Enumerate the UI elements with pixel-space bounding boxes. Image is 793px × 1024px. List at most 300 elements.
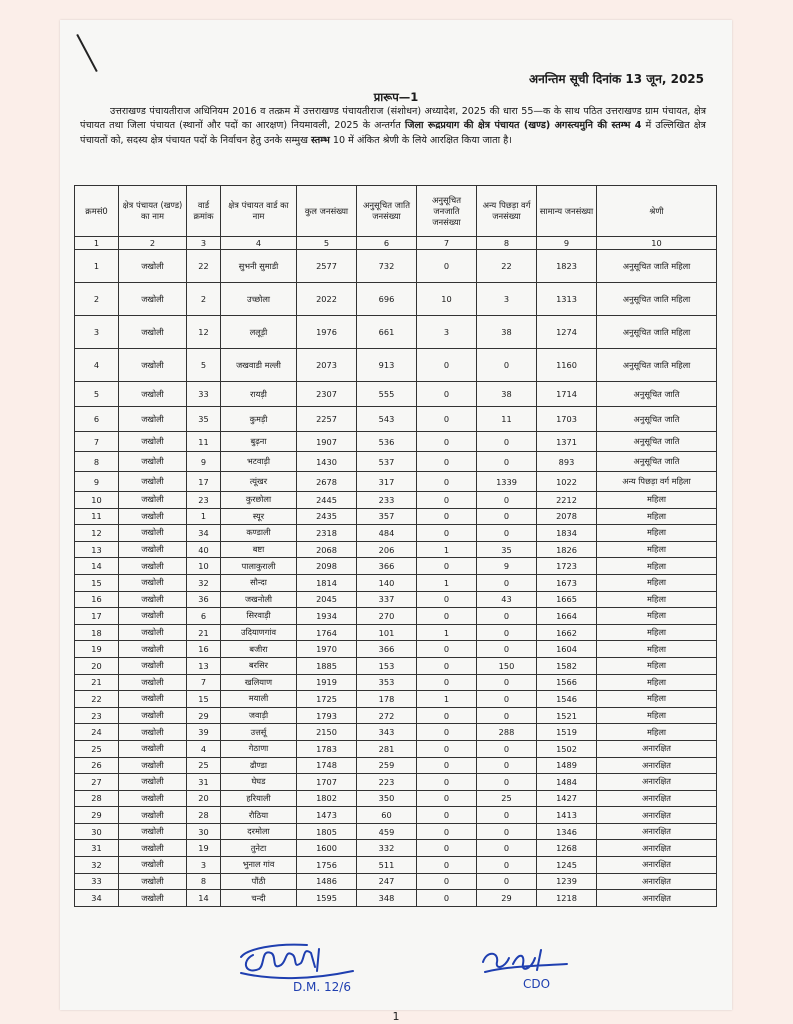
table-cell: 14 — [75, 558, 119, 575]
table-cell: जखोली — [119, 472, 187, 492]
table-cell: जखोली — [119, 840, 187, 857]
table-cell: 101 — [357, 624, 417, 641]
table-cell: 1546 — [537, 691, 597, 708]
table-cell: भुनाल गांव — [221, 857, 297, 874]
col-header: कुल जनसंख्या — [297, 186, 357, 237]
col-header: क्षेत्र पंचायत वार्ड का नाम — [221, 186, 297, 237]
table-cell: 29 — [75, 807, 119, 824]
table-cell: 6 — [75, 407, 119, 432]
table-cell: 150 — [477, 657, 537, 674]
table-row — [75, 691, 717, 708]
table-cell: 25 — [75, 740, 119, 757]
table-cell: अनारक्षित — [597, 790, 717, 807]
table-cell: जखोली — [119, 691, 187, 708]
table-cell: 35 — [187, 407, 221, 432]
table-cell: बुढ़ना — [221, 432, 297, 452]
signature-cdo — [475, 940, 585, 995]
table-cell: 0 — [417, 774, 477, 791]
table-cell: 33 — [75, 873, 119, 890]
table-cell: 1826 — [537, 541, 597, 558]
column-number-row — [75, 237, 717, 250]
table-header-row — [75, 186, 717, 237]
table-cell: 357 — [357, 508, 417, 525]
table-cell: 21 — [187, 624, 221, 641]
table-cell: 511 — [357, 857, 417, 874]
table-cell: 31 — [75, 840, 119, 857]
table-cell: कण्डाली — [221, 525, 297, 542]
table-cell: जखोली — [119, 452, 187, 472]
table-cell: 7 — [75, 432, 119, 452]
table-cell: महिला — [597, 641, 717, 658]
table-cell: 7 — [187, 674, 221, 691]
table-cell: 1566 — [537, 674, 597, 691]
table-cell: 0 — [477, 508, 537, 525]
table-cell: भटवाड़ी — [221, 452, 297, 472]
table-cell: 0 — [477, 873, 537, 890]
table-cell: 33 — [187, 382, 221, 407]
table-cell: 1427 — [537, 790, 597, 807]
table-cell: 35 — [477, 541, 537, 558]
table-cell: जखोली — [119, 558, 187, 575]
table-row — [75, 591, 717, 608]
table-cell: अनारक्षित — [597, 740, 717, 757]
table-cell: 0 — [477, 492, 537, 509]
table-cell: 0 — [417, 790, 477, 807]
col-header: सामान्य जनसंख्या — [537, 186, 597, 237]
table-row — [75, 641, 717, 658]
table-cell: 1413 — [537, 807, 597, 824]
table-cell: 2078 — [537, 508, 597, 525]
table-cell: 1339 — [477, 472, 537, 492]
table-cell: 15 — [187, 691, 221, 708]
table-cell: बष्टा — [221, 541, 297, 558]
table-cell: 0 — [477, 608, 537, 625]
table-cell: 1274 — [537, 316, 597, 349]
table-cell: 11 — [477, 407, 537, 432]
table-cell: 19 — [187, 840, 221, 857]
table-cell: 459 — [357, 823, 417, 840]
table-cell: सौन्दा — [221, 574, 297, 591]
table-cell: 24 — [75, 724, 119, 741]
page-number: 1 — [392, 1010, 400, 1023]
signature-cdo-note: CDO — [523, 977, 551, 991]
table-cell: 1665 — [537, 591, 597, 608]
table-cell: 0 — [477, 624, 537, 641]
reservation-table — [74, 185, 717, 907]
table-cell: स्यूर — [221, 508, 297, 525]
table-cell: 10 — [417, 283, 477, 316]
table-cell: 0 — [477, 674, 537, 691]
table-cell: 8 — [75, 452, 119, 472]
table-cell: 22 — [75, 691, 119, 708]
table-cell: 34 — [75, 890, 119, 907]
table-cell: 732 — [357, 250, 417, 283]
table-cell: 1934 — [297, 608, 357, 625]
table-cell: उच्छोला — [221, 283, 297, 316]
intro-text-1: उत्तराखण्ड पंचायतीराज अधिनियम 2016 व तत्क्रम में उत्तराखण्ड पंचायतीराज (संशोधन) अध्यादेश, 2025 की धारा 55—क के साथ पठित उत्तराखण्ड ग्राम पंचायत, क्षेत्र पंचायत तथा जिला पंचायत (स्थानों और पदों का आरक्षण) नियमावली, 2025 के अन्तर्गत — [80, 106, 706, 132]
table-cell: 2212 — [537, 492, 597, 509]
table-cell: 696 — [357, 283, 417, 316]
table-cell: 1371 — [537, 432, 597, 452]
table-cell: 2098 — [297, 558, 357, 575]
table-cell: 0 — [417, 608, 477, 625]
table-row — [75, 857, 717, 874]
table-cell: 270 — [357, 608, 417, 625]
table-cell: 10 — [187, 558, 221, 575]
table-cell: महिला — [597, 558, 717, 575]
table-cell: अनारक्षित — [597, 823, 717, 840]
table-cell: 223 — [357, 774, 417, 791]
table-cell: 1600 — [297, 840, 357, 857]
table-cell: अन्य पिछड़ा वर्ग महिला — [597, 472, 717, 492]
table-cell: 2318 — [297, 525, 357, 542]
table-cell: 14 — [187, 890, 221, 907]
table-cell: 38 — [477, 316, 537, 349]
table-cell: 366 — [357, 641, 417, 658]
table-cell: 0 — [477, 707, 537, 724]
table-cell: जखोली — [119, 774, 187, 791]
table-cell: 1919 — [297, 674, 357, 691]
table-cell: अनुसूचित जाति महिला — [597, 250, 717, 283]
table-cell: 29 — [477, 890, 537, 907]
table-cell: 1022 — [537, 472, 597, 492]
table-cell: महिला — [597, 657, 717, 674]
table-cell: महिला — [597, 707, 717, 724]
table-row — [75, 349, 717, 382]
col-number: 4 — [221, 237, 297, 250]
table-cell: 13 — [75, 541, 119, 558]
table-cell: जखोली — [119, 591, 187, 608]
table-cell: 39 — [187, 724, 221, 741]
col-header: अनुसूचित जनजाति जनसंख्या — [417, 186, 477, 237]
table-cell: 5 — [75, 382, 119, 407]
table-cell: 0 — [417, 674, 477, 691]
table-cell: महिला — [597, 624, 717, 641]
table-cell: जखोली — [119, 349, 187, 382]
table-cell: जखोली — [119, 283, 187, 316]
table-cell: 1 — [187, 508, 221, 525]
table-cell: 60 — [357, 807, 417, 824]
table-cell: 343 — [357, 724, 417, 741]
table-cell: 0 — [417, 525, 477, 542]
table-row — [75, 873, 717, 890]
table-cell: महिला — [597, 608, 717, 625]
table-cell: 9 — [187, 452, 221, 472]
table-cell: हरियाली — [221, 790, 297, 807]
table-cell: 1313 — [537, 283, 597, 316]
table-cell: 0 — [417, 641, 477, 658]
table-cell: उत्तर्सू — [221, 724, 297, 741]
table-cell: 0 — [417, 823, 477, 840]
document-page — [60, 20, 732, 1023]
table-cell: 10 — [75, 492, 119, 509]
table-cell: अनारक्षित — [597, 857, 717, 874]
table-cell: 21 — [75, 674, 119, 691]
col-number: 3 — [187, 237, 221, 250]
table-cell: 36 — [187, 591, 221, 608]
table-cell: 0 — [477, 641, 537, 658]
table-cell: 1 — [417, 574, 477, 591]
table-cell: 1723 — [537, 558, 597, 575]
table-cell: जखोली — [119, 724, 187, 741]
table-cell: 1489 — [537, 757, 597, 774]
table-cell: 2068 — [297, 541, 357, 558]
table-cell: अनारक्षित — [597, 873, 717, 890]
table-cell: 140 — [357, 574, 417, 591]
col-header: श्रेणी — [597, 186, 717, 237]
table-cell: 2022 — [297, 283, 357, 316]
table-cell: 26 — [75, 757, 119, 774]
table-cell: 348 — [357, 890, 417, 907]
table-cell: 0 — [477, 740, 537, 757]
table-cell: 30 — [75, 823, 119, 840]
table-cell: 1 — [417, 624, 477, 641]
table-cell: 153 — [357, 657, 417, 674]
table-cell: तुनेटा — [221, 840, 297, 857]
table-cell: अनुसूचित जाति — [597, 432, 717, 452]
table-cell: महिला — [597, 492, 717, 509]
intro-paragraph — [80, 105, 706, 148]
table-cell: 28 — [75, 790, 119, 807]
table-cell: 4 — [187, 740, 221, 757]
col-header: क्रमसं0 — [75, 186, 119, 237]
table-cell: दरमोला — [221, 823, 297, 840]
table-cell: 537 — [357, 452, 417, 472]
table-row — [75, 574, 717, 591]
table-cell: अनारक्षित — [597, 890, 717, 907]
table-cell: महिला — [597, 574, 717, 591]
table-row — [75, 757, 717, 774]
table-cell: 12 — [75, 525, 119, 542]
table-cell: 0 — [477, 525, 537, 542]
table-row — [75, 472, 717, 492]
table-cell: 8 — [187, 873, 221, 890]
table-cell: जखोली — [119, 790, 187, 807]
table-cell: 2 — [75, 283, 119, 316]
table-cell: 11 — [187, 432, 221, 452]
table-cell: जखोली — [119, 823, 187, 840]
table-cell: जखोली — [119, 316, 187, 349]
table-cell: 0 — [477, 857, 537, 874]
table-cell: 1673 — [537, 574, 597, 591]
table-cell: 247 — [357, 873, 417, 890]
table-cell: 1805 — [297, 823, 357, 840]
table-row — [75, 790, 717, 807]
col-number: 9 — [537, 237, 597, 250]
date-line: अनन्तिम सूची दिनांक 13 जून, 2025 — [528, 72, 704, 86]
table-cell: रायड़ी — [221, 382, 297, 407]
table-cell: 0 — [477, 840, 537, 857]
signature-dm-note: D.M. 12/6 — [293, 980, 351, 994]
col-number: 6 — [357, 237, 417, 250]
form-title: प्रारूप—1 — [373, 90, 419, 104]
table-cell: रौठिया — [221, 807, 297, 824]
table-cell: 25 — [187, 757, 221, 774]
table-cell: 29 — [187, 707, 221, 724]
table-cell: जखोली — [119, 707, 187, 724]
table-cell: 2150 — [297, 724, 357, 741]
table-cell: 32 — [75, 857, 119, 874]
table-cell: 0 — [477, 757, 537, 774]
table-cell: 17 — [187, 472, 221, 492]
table-cell: 484 — [357, 525, 417, 542]
table-row — [75, 807, 717, 824]
table-cell: मयाली — [221, 691, 297, 708]
table-cell: गेठाणा — [221, 740, 297, 757]
table-cell: अनारक्षित — [597, 774, 717, 791]
table-cell: 18 — [75, 624, 119, 641]
table-cell: 38 — [477, 382, 537, 407]
table-cell: जखोली — [119, 641, 187, 658]
table-cell: 2045 — [297, 591, 357, 608]
table-cell: 1885 — [297, 657, 357, 674]
table-cell: 3 — [417, 316, 477, 349]
table-cell: 0 — [417, 873, 477, 890]
table-cell: महिला — [597, 591, 717, 608]
table-cell: 1521 — [537, 707, 597, 724]
table-cell: 0 — [417, 724, 477, 741]
table-cell: 1160 — [537, 349, 597, 382]
table-cell: 0 — [417, 250, 477, 283]
table-cell: 288 — [477, 724, 537, 741]
table-cell: 1664 — [537, 608, 597, 625]
table-cell: 259 — [357, 757, 417, 774]
table-cell: 0 — [477, 452, 537, 472]
table-cell: अनुसूचित जाति — [597, 407, 717, 432]
col-header: अनुसूचित जाति जनसंख्या — [357, 186, 417, 237]
table-cell: 0 — [477, 691, 537, 708]
table-cell: 1239 — [537, 873, 597, 890]
table-cell: जखोली — [119, 740, 187, 757]
table-cell: जखोली — [119, 807, 187, 824]
table-cell: 350 — [357, 790, 417, 807]
table-cell: पालाकुराली — [221, 558, 297, 575]
col-header: वार्ड क्रमांक — [187, 186, 221, 237]
intro-text-2: में उल्लिखित क्षेत्र पंचायतों को, सदस्य क्षेत्र पंचायत पदों के निर्वाचन हेतु उनके सम्मुख — [80, 120, 706, 146]
table-cell: जखोली — [119, 873, 187, 890]
table-cell: महिला — [597, 508, 717, 525]
table-cell: 555 — [357, 382, 417, 407]
table-cell: 0 — [417, 890, 477, 907]
table-cell: जखोली — [119, 541, 187, 558]
table-cell: 3 — [477, 283, 537, 316]
table-cell: जखोली — [119, 657, 187, 674]
table-cell: 23 — [187, 492, 221, 509]
table-cell: 3 — [187, 857, 221, 874]
table-cell: 281 — [357, 740, 417, 757]
table-row — [75, 890, 717, 907]
table-cell: 1346 — [537, 823, 597, 840]
table-row — [75, 774, 717, 791]
table-cell: 30 — [187, 823, 221, 840]
table-cell: 16 — [187, 641, 221, 658]
table-row — [75, 407, 717, 432]
col-header: क्षेत्र पंचायत (खण्ड) का नाम — [119, 186, 187, 237]
table-cell: 1 — [417, 541, 477, 558]
table-cell: 20 — [75, 657, 119, 674]
table-cell: 1473 — [297, 807, 357, 824]
table-cell: जखोली — [119, 432, 187, 452]
table-cell: ढौण्डा — [221, 757, 297, 774]
table-cell: 5 — [187, 349, 221, 382]
table-cell: 1484 — [537, 774, 597, 791]
table-cell: 0 — [477, 807, 537, 824]
table-cell: 0 — [477, 349, 537, 382]
table-cell: जखोली — [119, 250, 187, 283]
table-cell: 353 — [357, 674, 417, 691]
table-cell: महिला — [597, 541, 717, 558]
table-cell: जखोली — [119, 508, 187, 525]
table-cell: सिरवाड़ी — [221, 608, 297, 625]
table-cell: 0 — [477, 823, 537, 840]
table-cell: 1268 — [537, 840, 597, 857]
table-cell: जखोली — [119, 574, 187, 591]
table-cell: 536 — [357, 432, 417, 452]
table-row — [75, 840, 717, 857]
table-cell: 1748 — [297, 757, 357, 774]
table-cell: 4 — [75, 349, 119, 382]
table-cell: 2678 — [297, 472, 357, 492]
table-cell: 0 — [417, 857, 477, 874]
table-cell: 332 — [357, 840, 417, 857]
table-cell: जखोली — [119, 525, 187, 542]
table-cell: 1823 — [537, 250, 597, 283]
table-row — [75, 707, 717, 724]
table-cell: 233 — [357, 492, 417, 509]
table-cell: 1764 — [297, 624, 357, 641]
table-cell: 22 — [187, 250, 221, 283]
table-cell: पौंठी — [221, 873, 297, 890]
table-cell: सुभनी सुमाडी — [221, 250, 297, 283]
table-row — [75, 724, 717, 741]
col-number: 8 — [477, 237, 537, 250]
table-cell: 19 — [75, 641, 119, 658]
table-cell: 13 — [187, 657, 221, 674]
table-cell: त्यूंखर — [221, 472, 297, 492]
table-cell: 1 — [417, 691, 477, 708]
table-cell: 2445 — [297, 492, 357, 509]
table-cell: जखोली — [119, 382, 187, 407]
table-cell: 1714 — [537, 382, 597, 407]
table-cell: 0 — [417, 492, 477, 509]
intro-bold-2: स्तम्भ — [311, 134, 330, 146]
table-cell: 543 — [357, 407, 417, 432]
table-row — [75, 558, 717, 575]
table-cell: जखोली — [119, 857, 187, 874]
table-row — [75, 823, 717, 840]
table-cell: 25 — [477, 790, 537, 807]
table-cell: 31 — [187, 774, 221, 791]
table-cell: 1793 — [297, 707, 357, 724]
col-number: 2 — [119, 237, 187, 250]
table-cell: 2577 — [297, 250, 357, 283]
table-cell: जखोली — [119, 624, 187, 641]
table-cell: अनारक्षित — [597, 840, 717, 857]
table-cell: 0 — [417, 508, 477, 525]
table-cell: महिला — [597, 691, 717, 708]
table-cell: जखनोली — [221, 591, 297, 608]
table-cell: जवाड़ी — [221, 707, 297, 724]
signature-dm — [235, 935, 365, 995]
table-cell: अनुसूचित जाति महिला — [597, 316, 717, 349]
table-cell: 0 — [417, 472, 477, 492]
table-cell: 0 — [417, 707, 477, 724]
table-cell: 1430 — [297, 452, 357, 472]
table-cell: 17 — [75, 608, 119, 625]
table-cell: 0 — [417, 591, 477, 608]
table-cell: 28 — [187, 807, 221, 824]
table-cell: 0 — [417, 757, 477, 774]
